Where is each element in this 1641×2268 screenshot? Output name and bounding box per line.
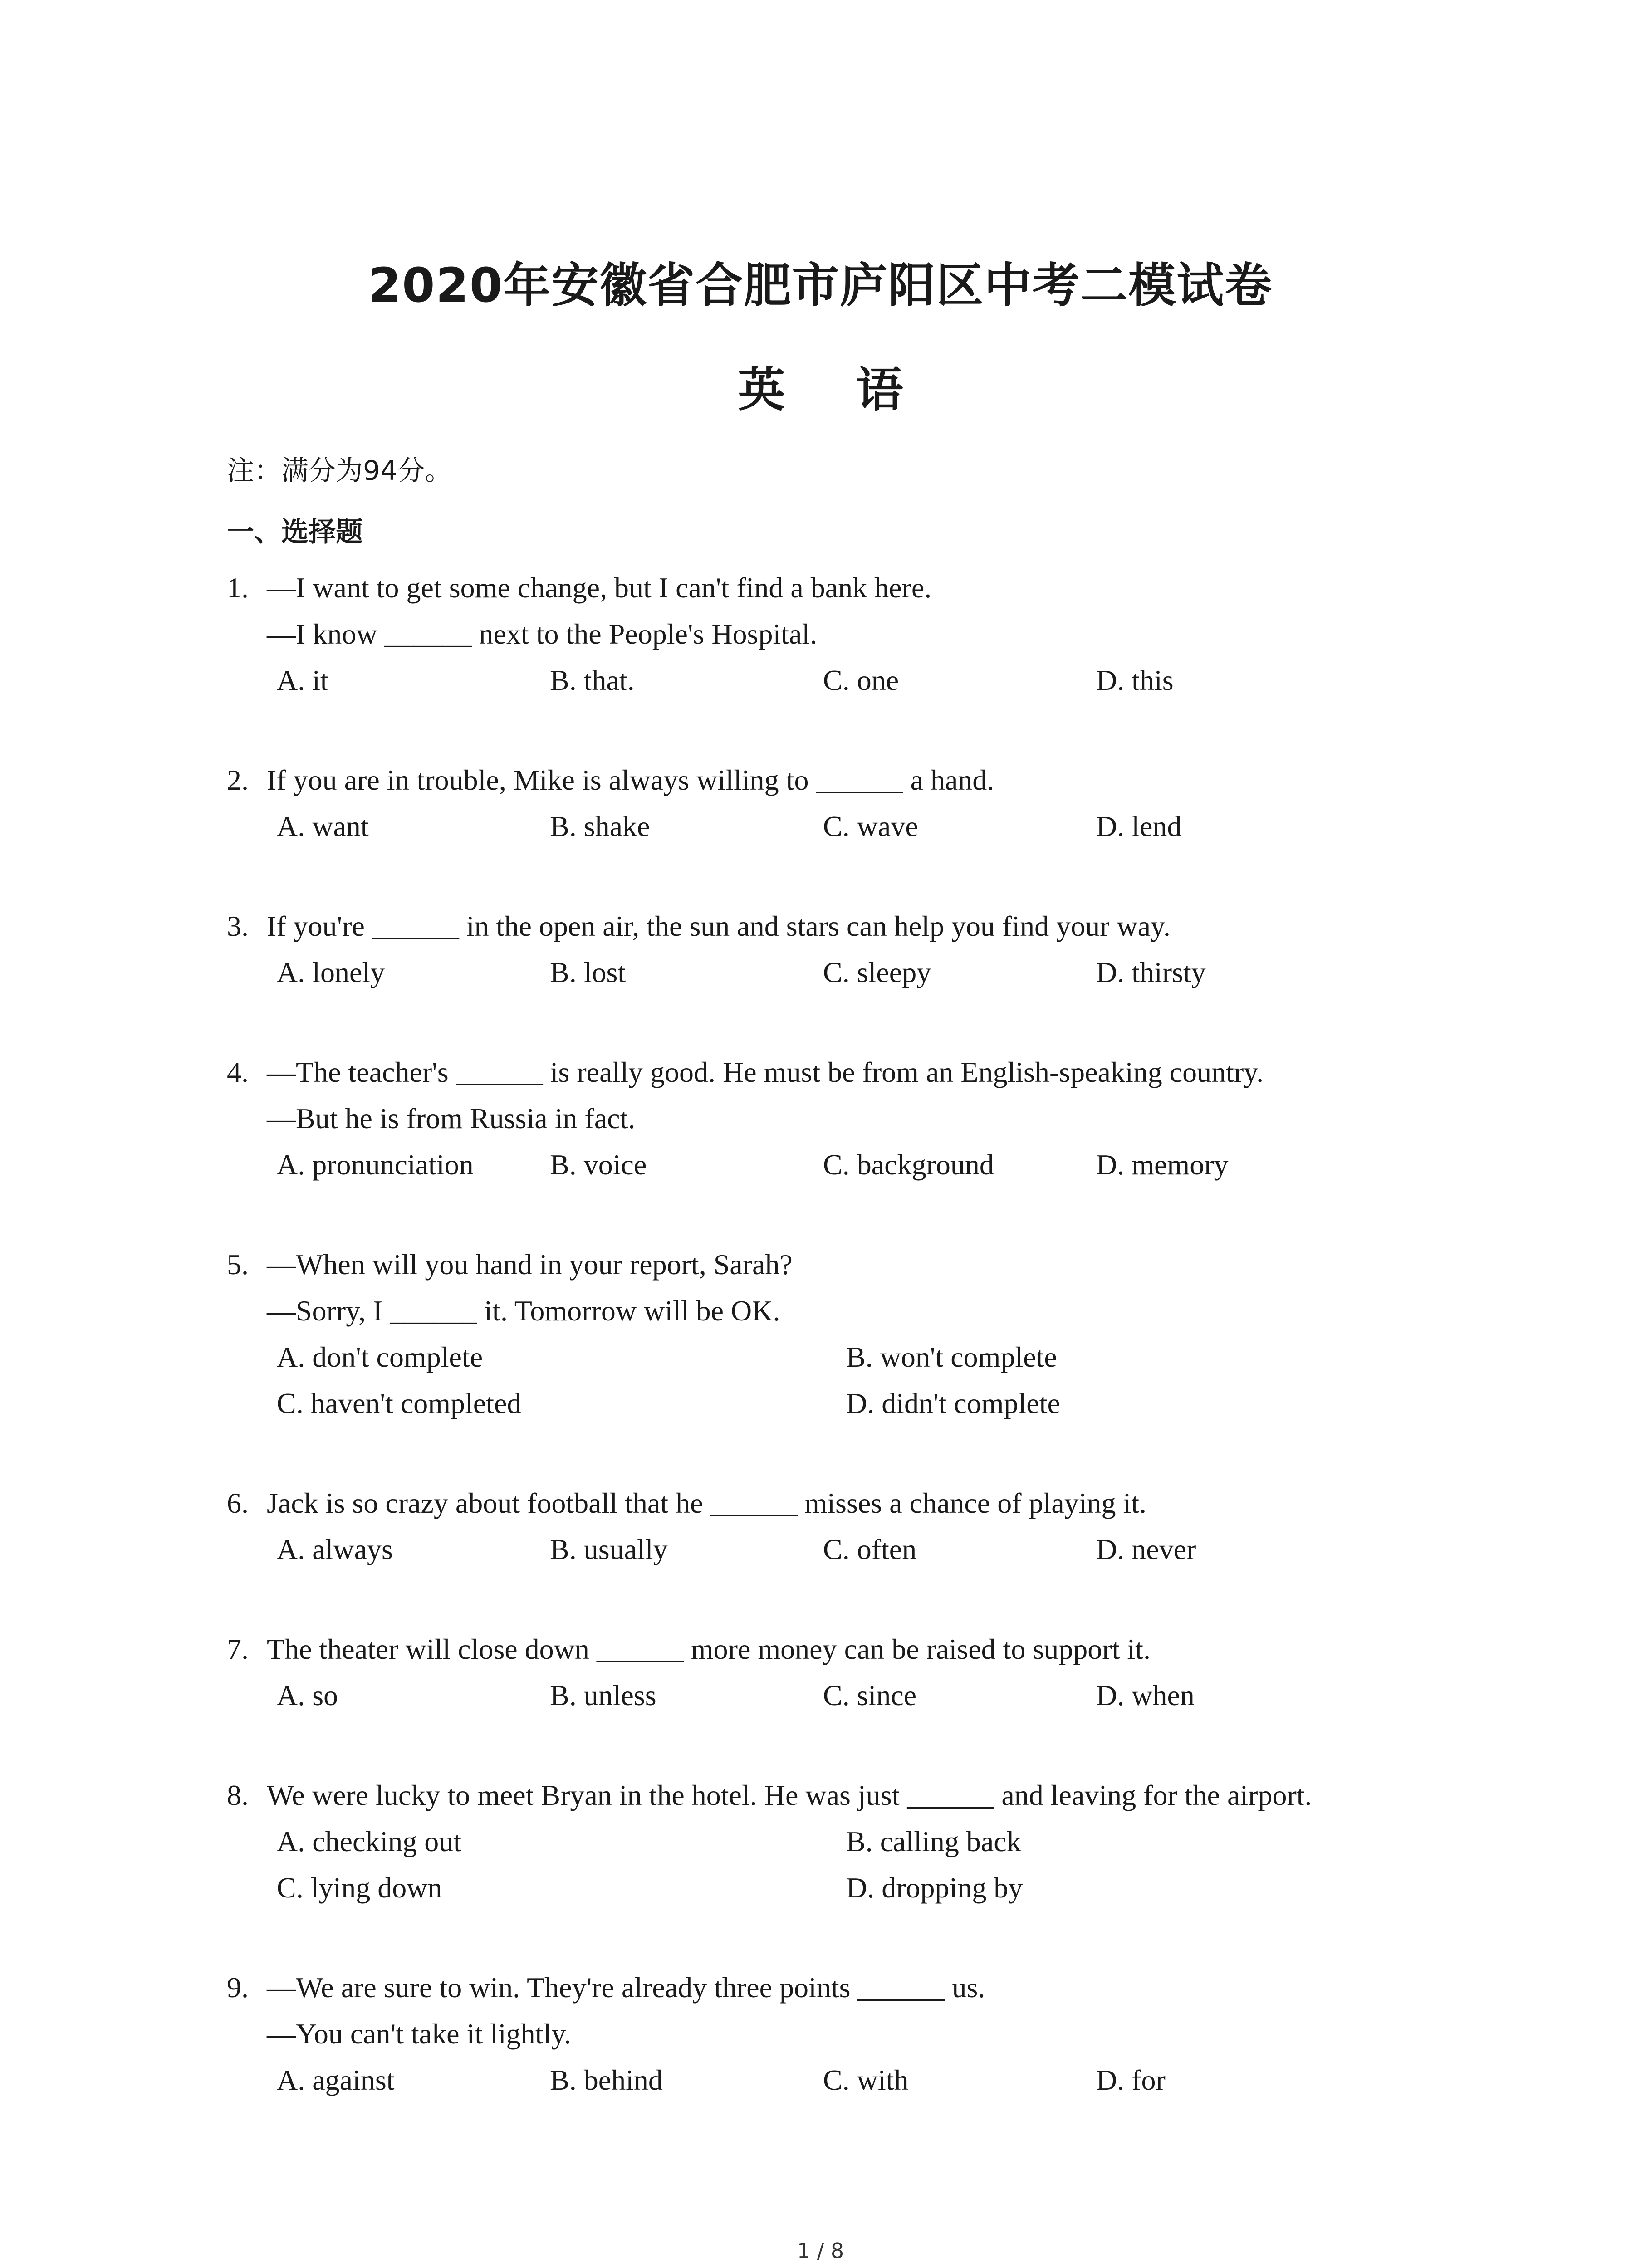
page-number: 1 / 8 [797, 2239, 844, 2263]
question-text: —Sorry, I ______ it. Tomorrow will be OK. [267, 1295, 780, 1327]
option-c: C. since [823, 1679, 917, 1711]
question-9 [227, 1965, 1543, 2103]
question-6 [227, 1480, 1543, 1573]
option-c: C. haven't completed [277, 1387, 522, 1419]
question-number: 9. [227, 1971, 249, 2004]
exam-title: 2020年安徽省合肥市庐阳区中考二模试卷 [368, 258, 1273, 313]
option-b: B. shake [550, 810, 650, 842]
question-5 [227, 1242, 1543, 1427]
option-c: C. one [823, 664, 899, 696]
question-number: 6. [227, 1487, 249, 1519]
option-a: A. checking out [277, 1825, 461, 1857]
option-d: D. this [1096, 664, 1174, 696]
question-number: 5. [227, 1248, 249, 1281]
question-text: —We are sure to win. They're already three points ______ us. [267, 1971, 985, 2004]
option-b: B. voice [550, 1149, 647, 1181]
question-text: The theater will close down ______ more money can be raised to support it. [267, 1633, 1151, 1665]
question-number: 3. [227, 910, 249, 942]
option-c: C. sleepy [823, 956, 931, 988]
question-text: We were lucky to meet Bryan in the hotel. He was just ______ and leaving for the airport. [267, 1779, 1312, 1811]
option-a: A. so [277, 1679, 338, 1711]
answer-options [227, 803, 1543, 850]
section-heading: 一、选择题 [227, 516, 363, 548]
question-text: If you are in trouble, Mike is always willing to ______ a hand. [267, 764, 994, 796]
question-number: 7. [227, 1633, 249, 1665]
option-d: D. for [1096, 2064, 1166, 2096]
option-b: B. usually [550, 1533, 668, 1565]
answer-options [227, 1818, 1543, 1911]
option-c: C. with [823, 2064, 909, 2096]
answer-options [227, 1142, 1543, 1188]
question-text: If you're ______ in the open air, the sun and stars can help you find your way. [267, 910, 1171, 942]
option-b: B. unless [550, 1679, 656, 1711]
option-c: C. lying down [277, 1872, 442, 1904]
answer-options [227, 2057, 1543, 2103]
option-c: C. background [823, 1149, 994, 1181]
question-number: 2. [227, 764, 249, 796]
option-b: B. that. [550, 664, 635, 696]
option-d: D. lend [1096, 810, 1182, 842]
answer-options [227, 949, 1543, 996]
answer-options [227, 1672, 1543, 1719]
question-7 [227, 1626, 1543, 1719]
option-d: D. memory [1096, 1149, 1229, 1181]
option-a: A. don't complete [277, 1341, 483, 1373]
option-a: A. always [277, 1533, 393, 1565]
question-number: 1. [227, 572, 249, 604]
option-d: D. dropping by [846, 1872, 1023, 1904]
question-4 [227, 1049, 1543, 1188]
option-b: B. calling back [846, 1825, 1021, 1857]
option-b: B. lost [550, 956, 626, 988]
option-d: D. never [1096, 1533, 1196, 1565]
answer-options [227, 1334, 1543, 1427]
option-b: B. behind [550, 2064, 663, 2096]
option-d: D. thirsty [1096, 956, 1206, 988]
option-a: A. pronunciation [277, 1149, 474, 1181]
question-text: —You can't take it lightly. [267, 2018, 572, 2050]
option-d: D. when [1096, 1679, 1195, 1711]
question-number: 8. [227, 1779, 249, 1811]
option-a: A. want [277, 810, 369, 842]
option-b: B. won't complete [846, 1341, 1057, 1373]
option-c: C. wave [823, 810, 918, 842]
question-3 [227, 903, 1543, 996]
score-note: 注：满分为94分。 [227, 455, 452, 487]
question-text: —But he is from Russia in fact. [267, 1102, 636, 1134]
question-list [227, 565, 1543, 2157]
option-a: A. against [277, 2064, 395, 2096]
question-text: —I know ______ next to the People's Hospital. [267, 618, 818, 650]
question-1 [227, 565, 1543, 704]
question-number: 4. [227, 1056, 249, 1088]
option-a: A. it [277, 664, 328, 696]
question-8 [227, 1772, 1543, 1911]
question-text: —I want to get some change, but I can't find a bank here. [267, 572, 932, 604]
question-text: Jack is so crazy about football that he ______ misses a chance of playing it. [267, 1487, 1147, 1519]
question-text: —The teacher's ______ is really good. He must be from an English-speaking country. [267, 1056, 1264, 1088]
option-c: C. often [823, 1533, 917, 1565]
answer-options [227, 657, 1543, 704]
question-2 [227, 757, 1543, 850]
option-a: A. lonely [277, 956, 385, 988]
option-d: D. didn't complete [846, 1387, 1060, 1419]
answer-options [227, 1526, 1543, 1573]
exam-subject: 英 语 [738, 362, 931, 417]
question-text: —When will you hand in your report, Sarah? [267, 1248, 793, 1281]
